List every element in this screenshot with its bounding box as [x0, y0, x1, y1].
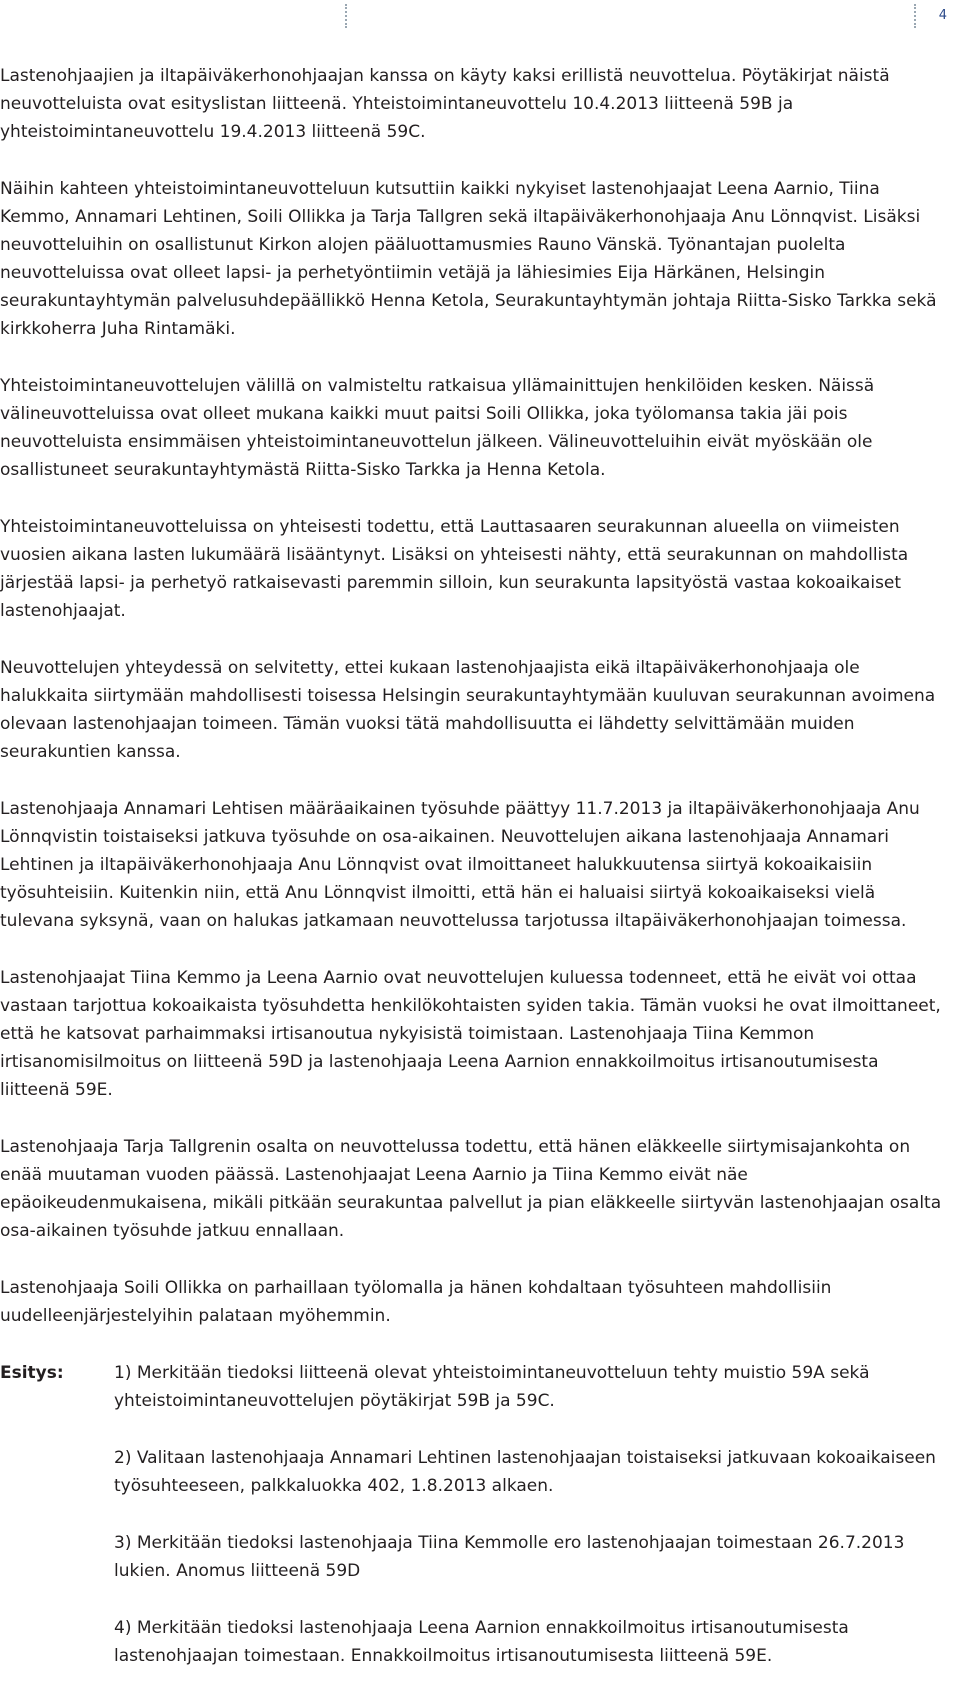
- proposal-item: 2) Valitaan lastenohjaaja Annamari Lehtinen lastenohjaajan toistaiseksi jatkuvaan kokoaikaiseen työsuhteeseen, palkkaluokka 402, 1.8.2013 alkaen.: [114, 1448, 936, 1496]
- header-divider-right: [914, 4, 916, 28]
- proposal-section: [0, 1359, 946, 1699]
- proposal-item: 4) Merkitään tiedoksi lastenohjaaja Leena Aarnion ennakkoilmoitus irtisanoutumisesta lastenohjaajan toimestaan. Ennakkoilmoitus irtisanoutumisesta liitteenä 59E.: [114, 1618, 849, 1666]
- paragraph: Lastenohjaaja Annamari Lehtisen määräaikainen työsuhde päättyy 11.7.2013 ja iltapäiväkerhonohjaaja Anu Lönnqvistin toistaiseksi jatkuva työsuhde on osa-aikainen. Neuvottelujen aikana lastenohjaaja Annamari Lehtinen ja iltapäiväkerhonohjaaja Anu Lönnqvist ovat ilmoittaneet halukkuutensa siirtyä kokoaikaisiin työsuhteisiin. Kuitenkin niin, että Anu Lönnqvist ilmoitti, että hän ei haluaisi siirtyä kokoaikaiseksi vielä tulevana syksynä, vaan on halukas jatkamaan neuvottelussa tarjotussa iltapäiväkerhonohjaajan toimessa.: [0, 799, 920, 931]
- paragraph: Lastenohjaaja Soili Ollikka on parhaillaan työlomalla ja hänen kohdaltaan työsuhteen mahdollisiin uudelleenjärjestelyihin palataan myöhemmin.: [0, 1278, 832, 1326]
- proposal-item: 1) Merkitään tiedoksi liitteenä olevat yhteistoimintaneuvotteluun tehty muistio 59A sekä yhteistoimintaneuvottelujen pöytäkirjat 59B ja 59C.: [114, 1363, 870, 1411]
- paragraph: Yhteistoimintaneuvottelujen välillä on valmisteltu ratkaisua yllämainittujen henkilöiden kesken. Näissä välineuvotteluissa ovat olleet mukana kaikki muut paitsi Soili Ollikka, joka työlomansa takia jäi pois neuvotteluista ensimmäisen yhteistoimintaneuvottelun jälkeen. Välineuvotteluihin eivät myöskään ole osallistuneet seurakuntayhtymästä Riitta-Sisko Tarkka ja Henna Ketola.: [0, 376, 875, 480]
- document-body: [0, 62, 946, 1699]
- proposal-item: 3) Merkitään tiedoksi lastenohjaaja Tiina Kemmolle ero lastenohjaajan toimestaan 26.7.2013 lukien. Anomus liitteenä 59D: [114, 1533, 905, 1581]
- header-divider-left: [345, 4, 347, 28]
- paragraph: Neuvottelujen yhteydessä on selvitetty, ettei kukaan lastenohjaajista eikä iltapäiväkerhonohjaaja ole halukkaita siirtymään mahdollisesti toisessa Helsingin seurakuntayhtymään kuuluvan seurakunnan avoimena olevaan lastenohjaajan toimeen. Tämän vuoksi tätä mahdollisuutta ei lähdetty selvittämään muiden seurakuntien kanssa.: [0, 658, 936, 762]
- paragraph: Lastenohjaajat Tiina Kemmo ja Leena Aarnio ovat neuvottelujen kuluessa todenneet, että he eivät voi ottaa vastaan tarjottua kokoaikaista työsuhdetta henkilökohtaisten syiden takia. Tämän vuoksi he ovat ilmoittaneet, että he katsovat parhaimmaksi irtisanoutua nykyisistä toimistaan. Lastenohjaaja Tiina Kemmon irtisanomisilmoitus on liitteenä 59D ja lastenohjaaja Leena Aarnion ennakkoilmoitus irtisanoutumisesta liitteenä 59E.: [0, 968, 941, 1100]
- proposal-label: Esitys:: [0, 1363, 64, 1383]
- paragraph: Näihin kahteen yhteistoimintaneuvotteluun kutsuttiin kaikki nykyiset lastenohjaajat Leena Aarnio, Tiina Kemmo, Annamari Lehtinen, Soili Ollikka ja Tarja Tallgren sekä iltapäiväkerhonohjaaja Anu Lönnqvist. Lisäksi neuvotteluihin on osallistunut Kirkon alojen pääluottamusmies Rauno Vänskä. Työnantajan puolelta neuvotteluissa ovat olleet lapsi- ja perhetyöntiimin vetäjä ja lähiesimies Eija Härkänen, Helsingin seurakuntayhtymän palvelusuhdepäällikkö Henna Ketola, Seurakuntayhtymän johtaja Riitta-Sisko Tarkka sekä kirkkoherra Juha Rintamäki.: [0, 179, 937, 339]
- paragraph: Yhteistoimintaneuvotteluissa on yhteisesti todettu, että Lauttasaaren seurakunnan alueella on viimeisten vuosien aikana lasten lukumäärä lisääntynyt. Lisäksi on yhteisesti nähty, että seurakunnan on mahdollista järjestää lapsi- ja perhetyö ratkaisevasti paremmin silloin, kun seurakunta lapsityöstä vastaa kokoaikaiset lastenohjaajat.: [0, 517, 909, 621]
- paragraph: Lastenohjaajien ja iltapäiväkerhonohjaajan kanssa on käyty kaksi erillistä neuvottelua. Pöytäkirjat näistä neuvotteluista ovat esityslistan liitteenä. Yhteistoimintaneuvottelu 10.4.2013 liitteenä 59B ja yhteistoimintaneuvottelu 19.4.2013 liitteenä 59C.: [0, 66, 890, 142]
- page-number: 4: [938, 8, 947, 23]
- proposal-items: [114, 1359, 946, 1699]
- paragraph: Lastenohjaaja Tarja Tallgrenin osalta on neuvottelussa todettu, että hänen eläkkeelle siirtymisajankohta on enää muutaman vuoden päässä. Lastenohjaajat Leena Aarnio ja Tiina Kemmo eivät näe epäoikeudenmukaisena, mikäli pitkään seurakuntaa palvellut ja pian eläkkeelle siirtyvän lastenohjaajan osalta osa-aikainen työsuhde jatkuu ennallaan.: [0, 1137, 942, 1241]
